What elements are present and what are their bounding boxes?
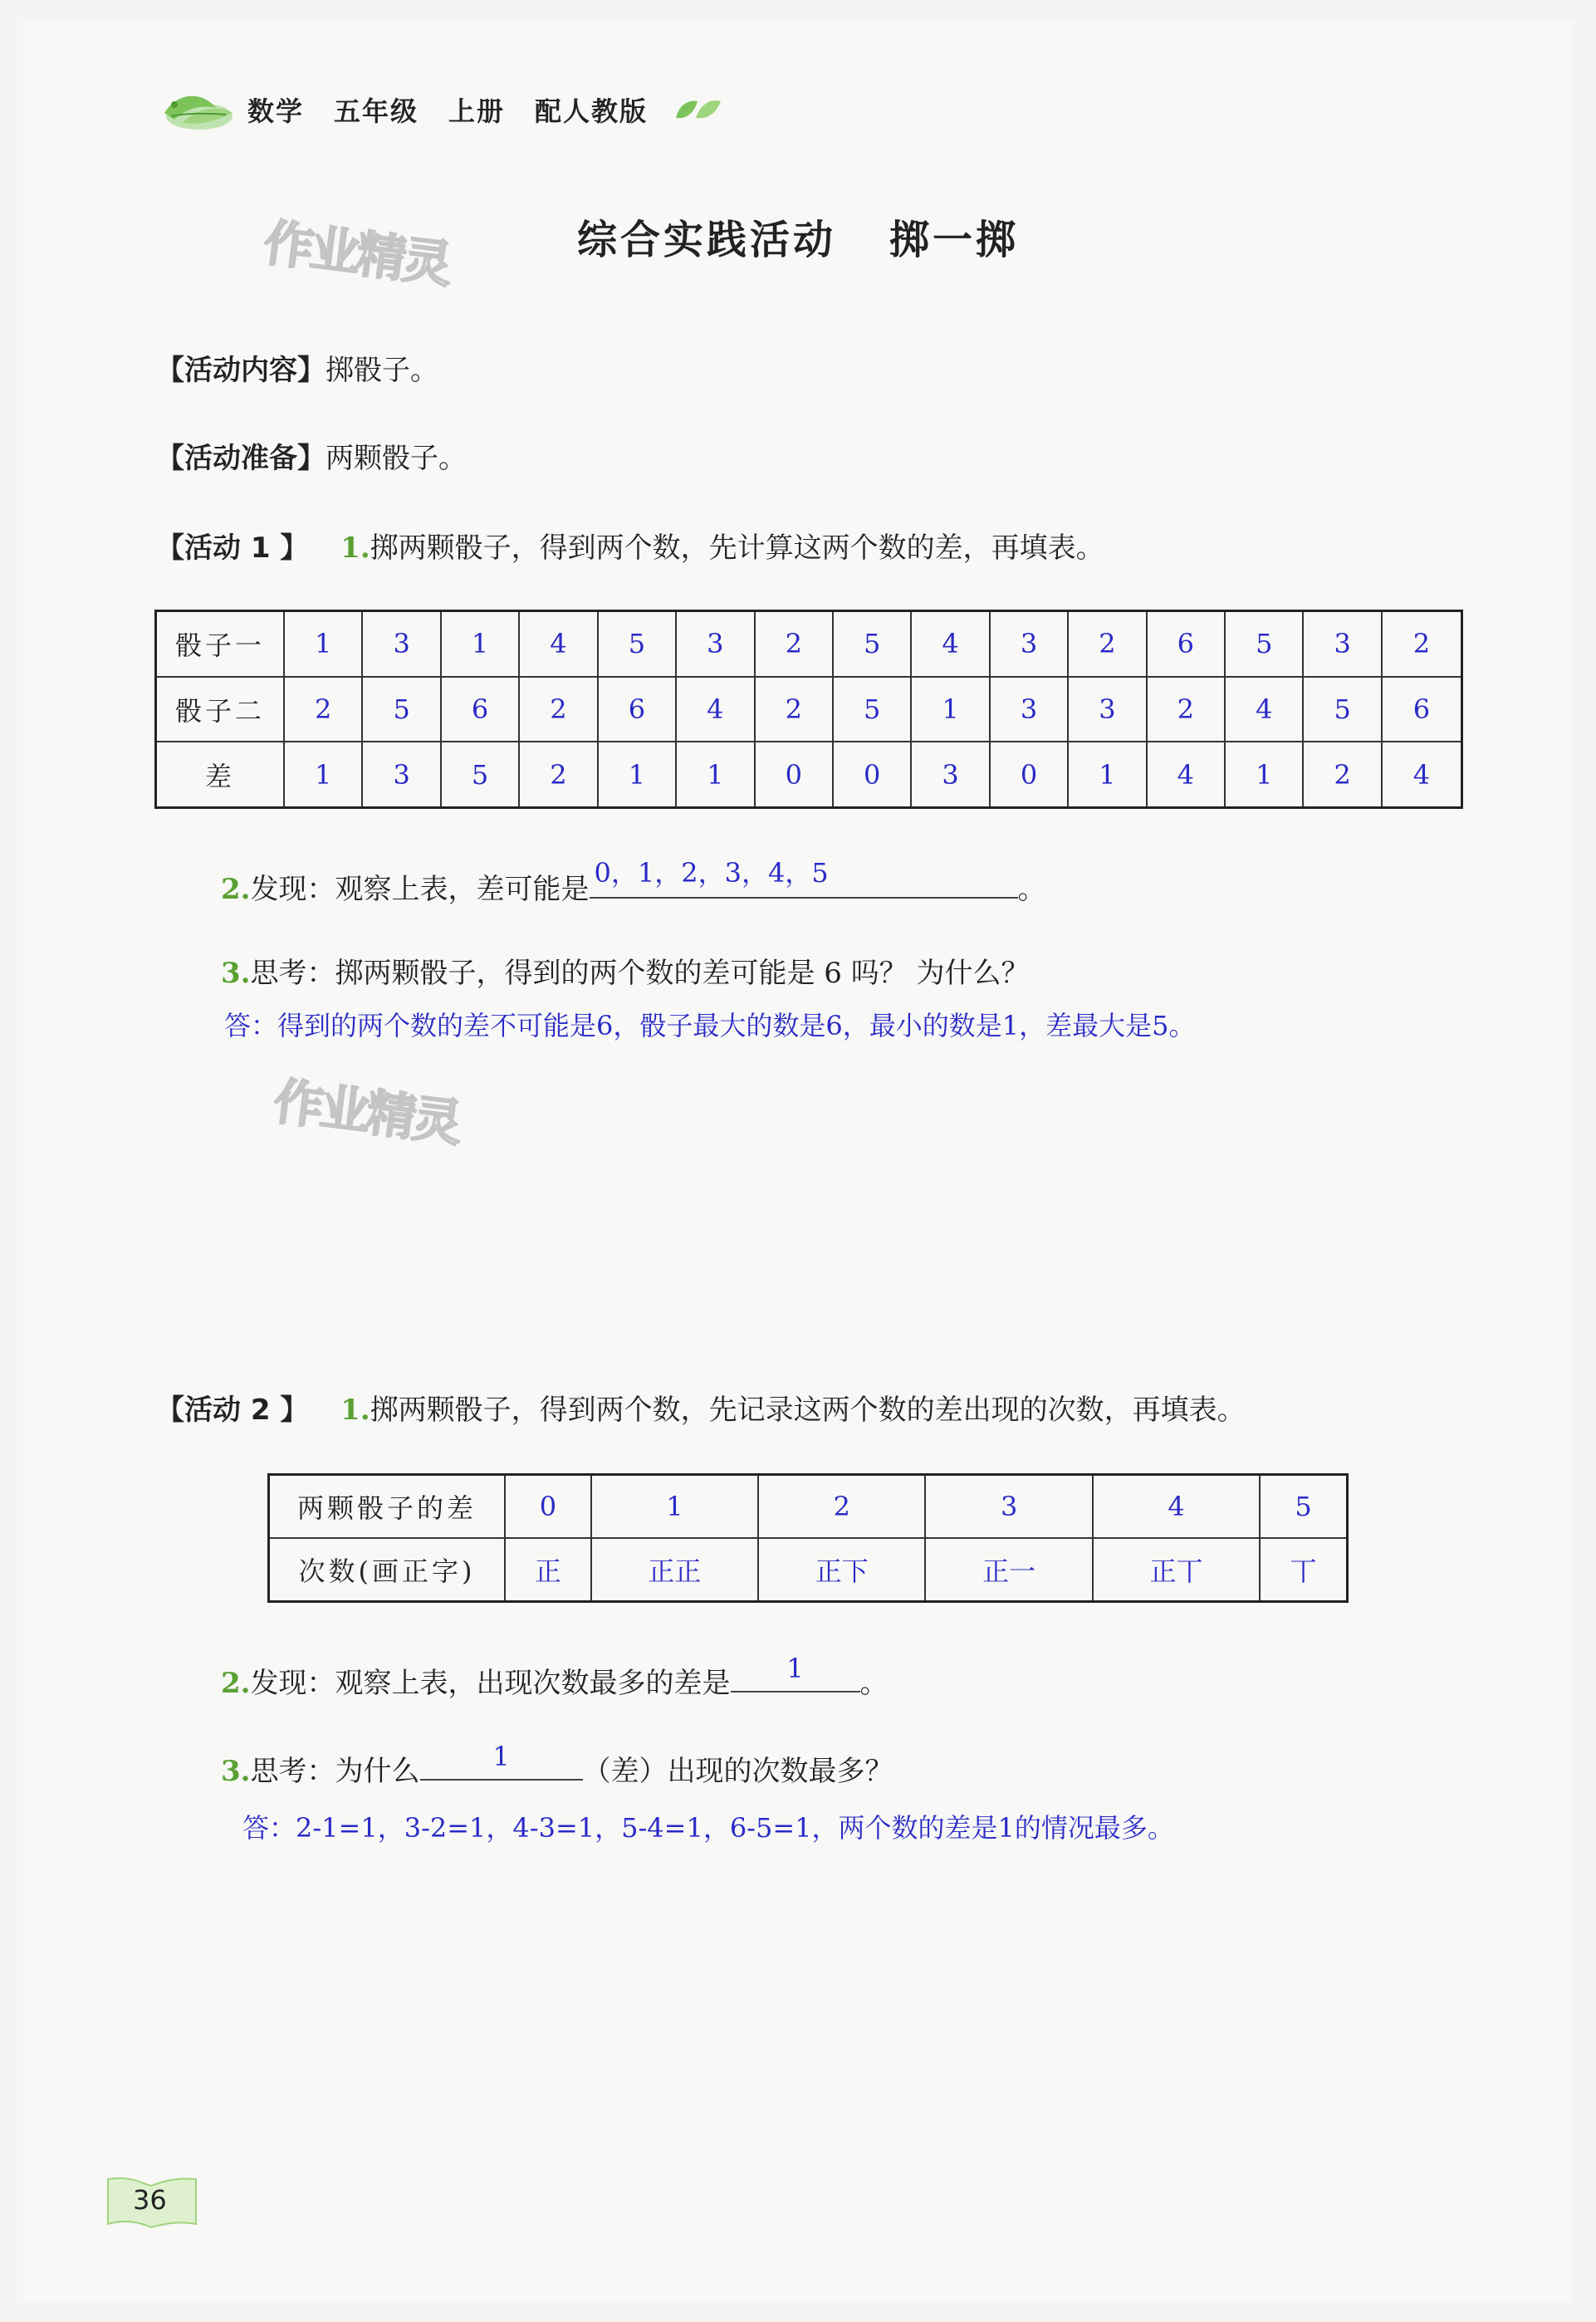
activity2-q3-number: 3. <box>221 1755 251 1788</box>
table-cell: 6 <box>1147 611 1225 677</box>
activity2-q3-answer: 1 <box>492 1741 510 1772</box>
difference-cell: 0 <box>505 1475 591 1539</box>
activity2-q2-text: 发现：观察上表，出现次数最多的差是 <box>250 1667 731 1700</box>
page-title <box>0 208 1596 265</box>
activity2-q3-line <box>221 1741 893 1789</box>
die1-row <box>156 611 1462 677</box>
tally-cell[interactable]: 正丅 <box>1093 1538 1260 1602</box>
activity2-q2-line <box>221 1653 889 1701</box>
table-cell: 5 <box>833 611 911 677</box>
table-cell: 5 <box>598 611 676 677</box>
row-label: 骰子二 <box>156 677 285 742</box>
table-cell: 2 <box>1068 611 1146 677</box>
activity2-q2-blank[interactable] <box>731 1653 860 1693</box>
title-sub: 掷一掷 <box>889 217 1020 263</box>
tally-cell[interactable]: 正 <box>505 1538 591 1602</box>
table-cell: 4 <box>911 611 989 677</box>
activity1-q3-number: 3. <box>221 957 251 990</box>
activity1-q3-text: 思考：掷两颗骰子，得到的两个数的差可能是 6 吗？ 为什么？ <box>250 957 1030 990</box>
page-number-box <box>106 2174 198 2229</box>
row-label: 差 <box>156 742 285 807</box>
activity1-q1-number: 1. <box>340 532 370 565</box>
table-cell: 2 <box>1382 611 1462 677</box>
tally-cell[interactable]: 正正 <box>591 1538 758 1602</box>
header-grade: 五年级 <box>334 96 419 127</box>
table-cell: 6 <box>441 677 519 742</box>
leaves-icon <box>673 93 722 126</box>
header-volume: 上册 <box>448 96 506 127</box>
table-cell: 2 <box>1147 677 1225 742</box>
activity-content-tag: 【活动内容】 <box>156 354 326 387</box>
page-header <box>149 80 722 140</box>
difference-header-row <box>269 1475 1348 1539</box>
table-cell[interactable]: 5 <box>441 742 519 807</box>
die2-row <box>156 677 1462 742</box>
activity2-q3-text-after: （差）出现的次数最多？ <box>582 1755 893 1788</box>
table-cell: 4 <box>519 611 597 677</box>
table-cell[interactable]: 4 <box>1382 742 1462 807</box>
table-cell[interactable]: 1 <box>1068 742 1146 807</box>
table-cell: 3 <box>990 611 1068 677</box>
table-cell: 3 <box>362 611 440 677</box>
table-cell: 6 <box>598 677 676 742</box>
activity2-q2-answer: 1 <box>786 1653 804 1684</box>
table-cell[interactable]: 1 <box>284 742 362 807</box>
activity1-q1-line <box>156 525 1104 566</box>
activity1-q1-text: 掷两颗骰子，得到两个数，先计算这两个数的差，再填表。 <box>370 532 1104 565</box>
table-cell: 5 <box>362 677 440 742</box>
activity2-q1-line <box>156 1387 1246 1428</box>
tally-cell[interactable]: 正下 <box>758 1538 925 1602</box>
table-cell: 1 <box>284 611 362 677</box>
difference-cell: 3 <box>925 1475 1092 1539</box>
header-subject: 数学 <box>247 96 305 127</box>
table-cell[interactable]: 1 <box>598 742 676 807</box>
activity1-q2-line <box>221 857 1046 907</box>
activity-content-line <box>156 347 438 388</box>
watermark-1: 作业精灵 <box>260 213 453 295</box>
activity1-q2-number: 2. <box>221 873 251 906</box>
row-label: 次数(画正字) <box>269 1538 506 1602</box>
activity2-q2-end: 。 <box>859 1667 889 1700</box>
table-cell: 2 <box>755 611 833 677</box>
table-cell[interactable]: 2 <box>519 742 597 807</box>
activity1-q3-line <box>221 950 1030 991</box>
table-cell[interactable]: 2 <box>1303 742 1381 807</box>
table-cell: 2 <box>284 677 362 742</box>
activity1-q2-answer: 0，1，2，3，4，5 <box>594 857 829 889</box>
table-cell: 2 <box>755 677 833 742</box>
table-cell[interactable]: 1 <box>1225 742 1303 807</box>
activity2-q3-text-before: 思考：为什么 <box>250 1755 420 1788</box>
table-cell: 3 <box>1068 677 1146 742</box>
activity1-q3-answer: 答：得到的两个数的差不可能是6，骰子最大的数是6，最小的数是1，差最大是5。 <box>224 1010 1196 1041</box>
table-cell: 1 <box>911 677 989 742</box>
table-cell[interactable]: 3 <box>911 742 989 807</box>
table-cell: 5 <box>1303 677 1381 742</box>
table-cell[interactable]: 3 <box>362 742 440 807</box>
table-cell: 3 <box>1303 611 1381 677</box>
tally-table <box>267 1473 1349 1603</box>
activity2-q3-blank[interactable] <box>420 1741 583 1781</box>
activity-prep-text: 两颗骰子。 <box>326 442 467 475</box>
table-cell[interactable]: 0 <box>990 742 1068 807</box>
table-cell: 6 <box>1382 677 1462 742</box>
dice-difference-table <box>154 610 1463 809</box>
activity1-q2-blank[interactable] <box>590 857 1018 899</box>
table-cell: 5 <box>833 677 911 742</box>
activity-prep-line <box>156 435 467 476</box>
table-cell: 3 <box>990 677 1068 742</box>
page-number: 36 <box>133 2184 167 2216</box>
table-cell: 4 <box>676 677 754 742</box>
table-cell[interactable]: 1 <box>676 742 754 807</box>
activity1-q2-end: 。 <box>1017 873 1046 906</box>
activity2-q1-number: 1. <box>340 1394 370 1427</box>
activity2-q2-number: 2. <box>221 1667 251 1700</box>
table-cell: 4 <box>1225 677 1303 742</box>
difference-cell: 2 <box>758 1475 925 1539</box>
diff-row <box>156 742 1462 807</box>
table-cell: 2 <box>519 677 597 742</box>
difference-cell: 5 <box>1260 1475 1347 1539</box>
difference-cell: 1 <box>591 1475 758 1539</box>
table-cell: 5 <box>1225 611 1303 677</box>
watermark-2: 作业精灵 <box>270 1072 463 1154</box>
activity-prep-tag: 【活动准备】 <box>156 442 326 475</box>
row-label: 骰子一 <box>156 611 285 677</box>
activity2-q3-explanation: 答：2-1=1，3-2=1，4-3=1，5-4=1，6-5=1，两个数的差是1的情况最多。 <box>242 1812 1174 1844</box>
activity1-q2-text: 发现：观察上表，差可能是 <box>250 873 590 906</box>
title-main: 综合实践活动 <box>576 217 836 263</box>
leaf-bird-logo-icon <box>149 80 239 140</box>
difference-cell: 4 <box>1093 1475 1260 1539</box>
activity2-tag: 【活动 2 】 <box>156 1394 309 1427</box>
table-cell[interactable]: 4 <box>1147 742 1225 807</box>
table-cell[interactable]: 0 <box>833 742 911 807</box>
activity1-tag: 【活动 1 】 <box>156 532 309 565</box>
header-edition: 配人教版 <box>535 96 649 127</box>
tally-cell[interactable]: 丅 <box>1260 1538 1347 1602</box>
activity2-q1-text: 掷两颗骰子，得到两个数，先记录这两个数的差出现的次数，再填表。 <box>370 1394 1246 1427</box>
activity-content-text: 掷骰子。 <box>326 354 438 387</box>
tally-cell[interactable]: 正一 <box>925 1538 1092 1602</box>
table-cell: 3 <box>676 611 754 677</box>
table-cell: 1 <box>441 611 519 677</box>
tally-row <box>269 1538 1348 1602</box>
row-label: 两颗骰子的差 <box>269 1475 506 1539</box>
table-cell[interactable]: 0 <box>755 742 833 807</box>
